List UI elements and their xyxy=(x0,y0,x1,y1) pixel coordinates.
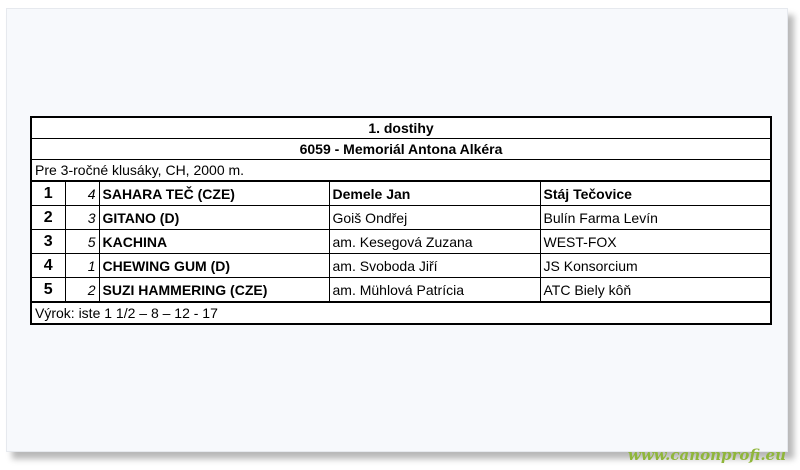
stable-name: Bulín Farma Levín xyxy=(540,206,771,230)
race-name-row xyxy=(31,139,771,160)
stable-name: JS Konsorcium xyxy=(540,254,771,278)
race-name: 6059 - Memoriál Antona Alkéra xyxy=(31,139,771,160)
race-heading-row xyxy=(31,117,771,139)
stable-name: ATC Biely kôň xyxy=(540,278,771,303)
horse-name: CHEWING GUM (D) xyxy=(99,254,329,278)
race-result-row xyxy=(31,302,771,324)
start-number: 4 xyxy=(65,181,99,206)
race-result: Výrok: iste 1 1/2 – 8 – 12 - 17 xyxy=(35,305,218,321)
driver-name: Demele Jan xyxy=(329,181,540,206)
race-conditions: Pre 3-ročné klusáky, CH, 2000 m. xyxy=(31,160,771,182)
table-row xyxy=(31,181,771,206)
start-number: 3 xyxy=(65,206,99,230)
driver-name: Goiš Ondřej xyxy=(329,206,540,230)
start-number: 1 xyxy=(65,254,99,278)
finish-place: 5 xyxy=(31,278,65,303)
finish-place: 4 xyxy=(31,254,65,278)
horse-name: SUZI HAMMERING (CZE) xyxy=(99,278,329,303)
driver-name: am. Kesegová Zuzana xyxy=(329,230,540,254)
horse-name: SAHARA TEČ (CZE) xyxy=(99,181,329,206)
table-row xyxy=(31,230,771,254)
race-conditions-row xyxy=(31,160,771,182)
stable-name: WEST-FOX xyxy=(540,230,771,254)
table-row xyxy=(31,278,771,303)
table-row xyxy=(31,206,771,230)
finish-place: 1 xyxy=(31,181,65,206)
start-number: 2 xyxy=(65,278,99,303)
stable-name: Stáj Tečovice xyxy=(540,181,771,206)
start-number: 5 xyxy=(65,230,99,254)
race-heading: 1. dostihy xyxy=(31,117,771,139)
driver-name: am. Mühlová Patrícia xyxy=(329,278,540,303)
driver-name: am. Svoboda Jiří xyxy=(329,254,540,278)
finish-place: 3 xyxy=(31,230,65,254)
watermark: www.canonprofi.eu xyxy=(627,446,786,464)
race-results-table xyxy=(30,116,772,325)
table-row xyxy=(31,254,771,278)
horse-name: GITANO (D) xyxy=(99,206,329,230)
finish-place: 2 xyxy=(31,206,65,230)
horse-name: KACHINA xyxy=(99,230,329,254)
